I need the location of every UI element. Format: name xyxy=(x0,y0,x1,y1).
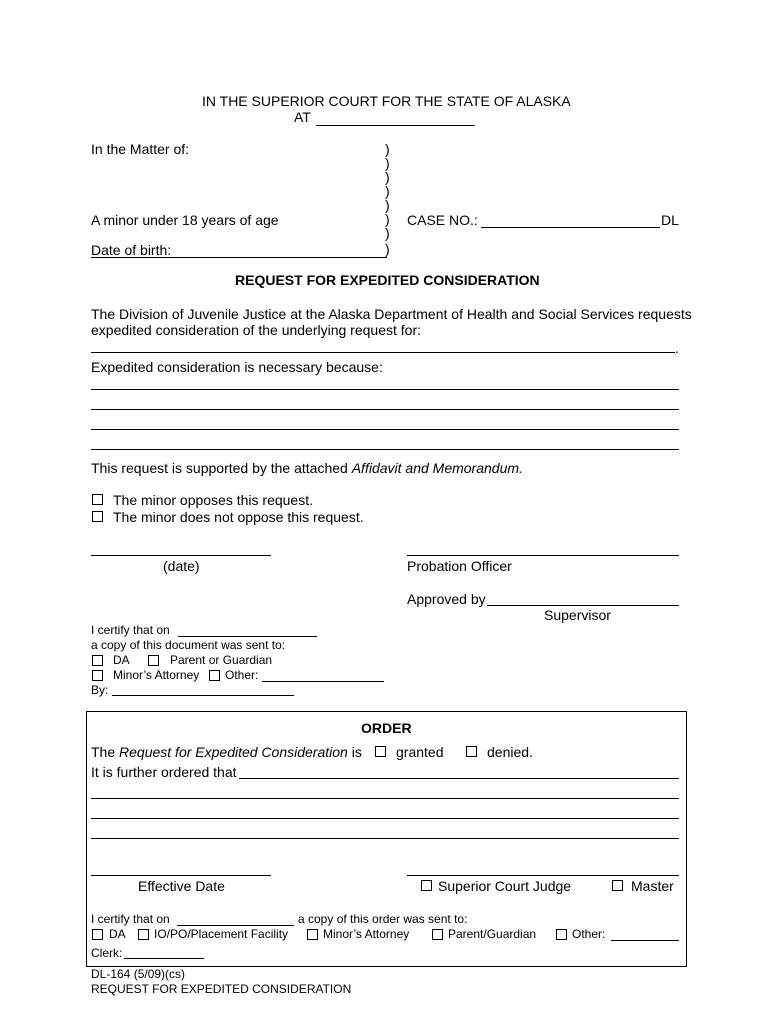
necessary-label: Expedited consideration is necessary because: xyxy=(91,359,383,375)
io-po-label: IO/PO/Placement Facility xyxy=(154,927,289,941)
parent-checkbox[interactable] xyxy=(148,655,159,666)
judge-label: Superior Court Judge xyxy=(438,878,572,894)
further-ordered-line[interactable] xyxy=(91,818,679,819)
order-da-checkbox[interactable] xyxy=(92,929,103,940)
caption-paren: ) xyxy=(385,211,390,227)
footer-title: REQUEST FOR EXPEDITED CONSIDERATION xyxy=(91,982,352,996)
parent-label: Parent or Guardian xyxy=(170,653,273,667)
order-the: The xyxy=(91,744,120,760)
court-heading: IN THE SUPERIOR COURT FOR THE STATE OF ALASKA xyxy=(202,93,571,109)
order-certify-date-field[interactable] xyxy=(177,925,294,926)
not-opposes-label: The minor does not oppose this request. xyxy=(113,509,364,525)
minor-label: A minor under 18 years of age xyxy=(91,212,279,228)
date-signature-line[interactable] xyxy=(91,555,271,556)
order-request-italic: Request for Expedited Consideration xyxy=(119,744,348,760)
supervisor-label: Supervisor xyxy=(544,607,611,623)
by-field[interactable] xyxy=(112,695,294,696)
da-checkbox[interactable] xyxy=(92,655,103,666)
case-no-field[interactable] xyxy=(481,227,660,228)
da-label: DA xyxy=(113,653,130,667)
caption-paren: ) xyxy=(385,241,390,257)
caption-paren: ) xyxy=(385,169,390,185)
copy-sent-label: a copy of this document was sent to: xyxy=(91,638,286,652)
certify-label: I certify that on xyxy=(91,623,170,637)
form-number: DL-164 (5/09)(cs) xyxy=(91,967,186,981)
underlying-request-field[interactable] xyxy=(91,352,675,353)
other-label: Other: xyxy=(225,668,259,682)
supervisor-signature-line[interactable] xyxy=(487,605,679,606)
dob-field[interactable] xyxy=(91,257,387,258)
court-location-field[interactable] xyxy=(316,125,475,126)
granted-checkbox[interactable] xyxy=(375,746,386,757)
other-field[interactable] xyxy=(262,681,384,682)
further-ordered-line[interactable] xyxy=(91,838,679,839)
by-label: By: xyxy=(91,683,109,697)
master-checkbox[interactable] xyxy=(612,880,623,891)
reason-line[interactable] xyxy=(91,389,679,390)
denied-label: denied. xyxy=(487,744,533,760)
parent-guardian-checkbox[interactable] xyxy=(432,929,443,940)
opposes-label: The minor opposes this request. xyxy=(113,492,313,508)
order-heading: ORDER xyxy=(361,720,412,736)
order-da-label: DA xyxy=(109,927,126,941)
minors-attorney-checkbox[interactable] xyxy=(92,670,103,681)
supported-text xyxy=(91,460,523,476)
reason-line[interactable] xyxy=(91,449,679,450)
not-opposes-checkbox[interactable] xyxy=(92,511,103,522)
case-no-label: CASE NO.: xyxy=(407,212,478,228)
further-ordered-line[interactable] xyxy=(91,798,679,799)
caption-paren: ) xyxy=(385,155,390,171)
caption-paren: ) xyxy=(385,141,390,157)
probation-label: Probation Officer xyxy=(407,558,512,574)
caption-paren: ) xyxy=(385,183,390,199)
order-certify-label: I certify that on xyxy=(91,912,170,926)
order-is: is xyxy=(347,744,362,760)
judge-signature-line[interactable] xyxy=(407,875,679,876)
form-title: REQUEST FOR EXPEDITED CONSIDERATION xyxy=(235,272,540,288)
clerk-label: Clerk: xyxy=(91,946,123,960)
reason-line[interactable] xyxy=(91,409,679,410)
supported-italic: Affidavit and Memorandum. xyxy=(351,460,523,476)
further-ordered-label: It is further ordered that xyxy=(91,764,237,780)
minors-attorney-label: Minor’s Attorney xyxy=(113,668,200,682)
effective-date-line[interactable] xyxy=(91,875,271,876)
order-other-checkbox[interactable] xyxy=(556,929,567,940)
denied-checkbox[interactable] xyxy=(466,746,477,757)
judge-checkbox[interactable] xyxy=(421,880,432,891)
further-ordered-line[interactable] xyxy=(239,778,679,779)
case-no-suffix: DL xyxy=(661,212,679,228)
approved-label: Approved by xyxy=(407,591,486,607)
order-other-field[interactable] xyxy=(611,940,679,941)
opposes-checkbox[interactable] xyxy=(92,494,103,505)
granted-label: granted xyxy=(396,744,444,760)
reason-line[interactable] xyxy=(91,429,679,430)
clerk-field[interactable] xyxy=(124,958,204,959)
period: . xyxy=(675,340,679,356)
intro-text: The Division of Juvenile Justice at the Alaska Department of Health and Social Services requests xyxy=(91,306,692,322)
parent-guardian-label: Parent/Guardian xyxy=(448,927,537,941)
court-location-label: AT xyxy=(294,109,311,125)
date-label: (date) xyxy=(163,558,200,574)
intro-text: expedited consideration of the underlying request for: xyxy=(91,322,421,338)
order-other-label: Other: xyxy=(572,927,606,941)
caption-paren: ) xyxy=(385,225,390,241)
caption-paren: ) xyxy=(385,197,390,213)
certify-date-field[interactable] xyxy=(178,636,317,637)
effective-date-label: Effective Date xyxy=(138,878,225,894)
io-po-checkbox[interactable] xyxy=(138,929,149,940)
order-copy-label: a copy of this order was sent to: xyxy=(298,912,468,926)
order-minors-attorney-checkbox[interactable] xyxy=(307,929,318,940)
other-checkbox[interactable] xyxy=(209,670,220,681)
matter-label: In the Matter of: xyxy=(91,141,190,157)
order-minors-attorney-label: Minor’s Attorney xyxy=(323,927,410,941)
master-label: Master xyxy=(631,878,674,894)
order-request-text xyxy=(91,744,362,760)
probation-signature-line[interactable] xyxy=(407,555,679,556)
dob-label: Date of birth: xyxy=(91,242,172,258)
supported-prefix: This request is supported by the attached xyxy=(91,460,352,476)
